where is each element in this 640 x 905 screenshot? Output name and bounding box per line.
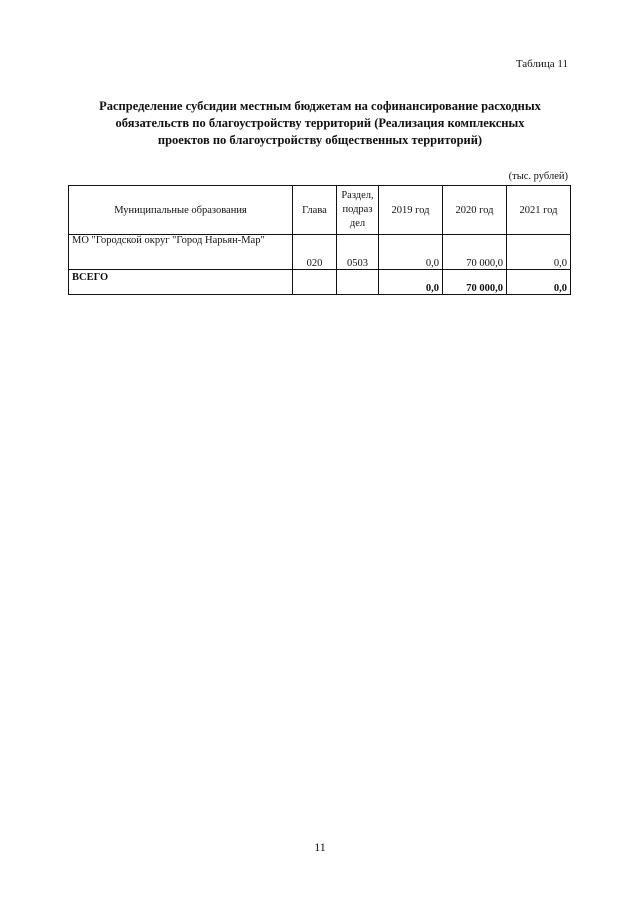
subsidy-table [68, 185, 571, 295]
table-label: Таблица 11 [515, 58, 568, 70]
header-municipality: Муниципальные образования [69, 186, 293, 235]
cell-2019: 0,0 [379, 235, 443, 270]
header-chapter: Глава [293, 186, 337, 235]
total-section [337, 270, 379, 295]
header-2019: 2019 год [379, 186, 443, 235]
cell-municipality: МО "Городской округ "Город Нарьян-Мар" [69, 235, 293, 270]
units-label: (тыс. рублей) [508, 171, 568, 182]
header-section-line: Раздел, [341, 190, 374, 201]
cell-section: 0503 [337, 235, 379, 270]
header-section-line: дел [349, 218, 366, 229]
total-row [69, 270, 571, 295]
total-label: ВСЕГО [69, 270, 293, 295]
header-row [69, 186, 571, 235]
document-title [70, 98, 570, 149]
header-2021: 2021 год [507, 186, 571, 235]
title-line: обязательств по благоустройству территорий (Реализация комплексных [115, 116, 525, 130]
cell-chapter: 020 [293, 235, 337, 270]
page-number: 11 [314, 840, 326, 854]
total-2021: 0,0 [507, 270, 571, 295]
total-chapter [293, 270, 337, 295]
total-2020: 70 000,0 [443, 270, 507, 295]
header-section-line: подраз [342, 204, 373, 215]
table-row [69, 235, 571, 270]
title-line: проектов по благоустройству общественных территорий) [157, 133, 483, 147]
header-section [337, 186, 379, 235]
header-2020: 2020 год [443, 186, 507, 235]
cell-2020: 70 000,0 [443, 235, 507, 270]
cell-2021: 0,0 [507, 235, 571, 270]
title-line: Распределение субсидии местным бюджетам на софинансирование расходных [99, 99, 541, 113]
total-2019: 0,0 [379, 270, 443, 295]
